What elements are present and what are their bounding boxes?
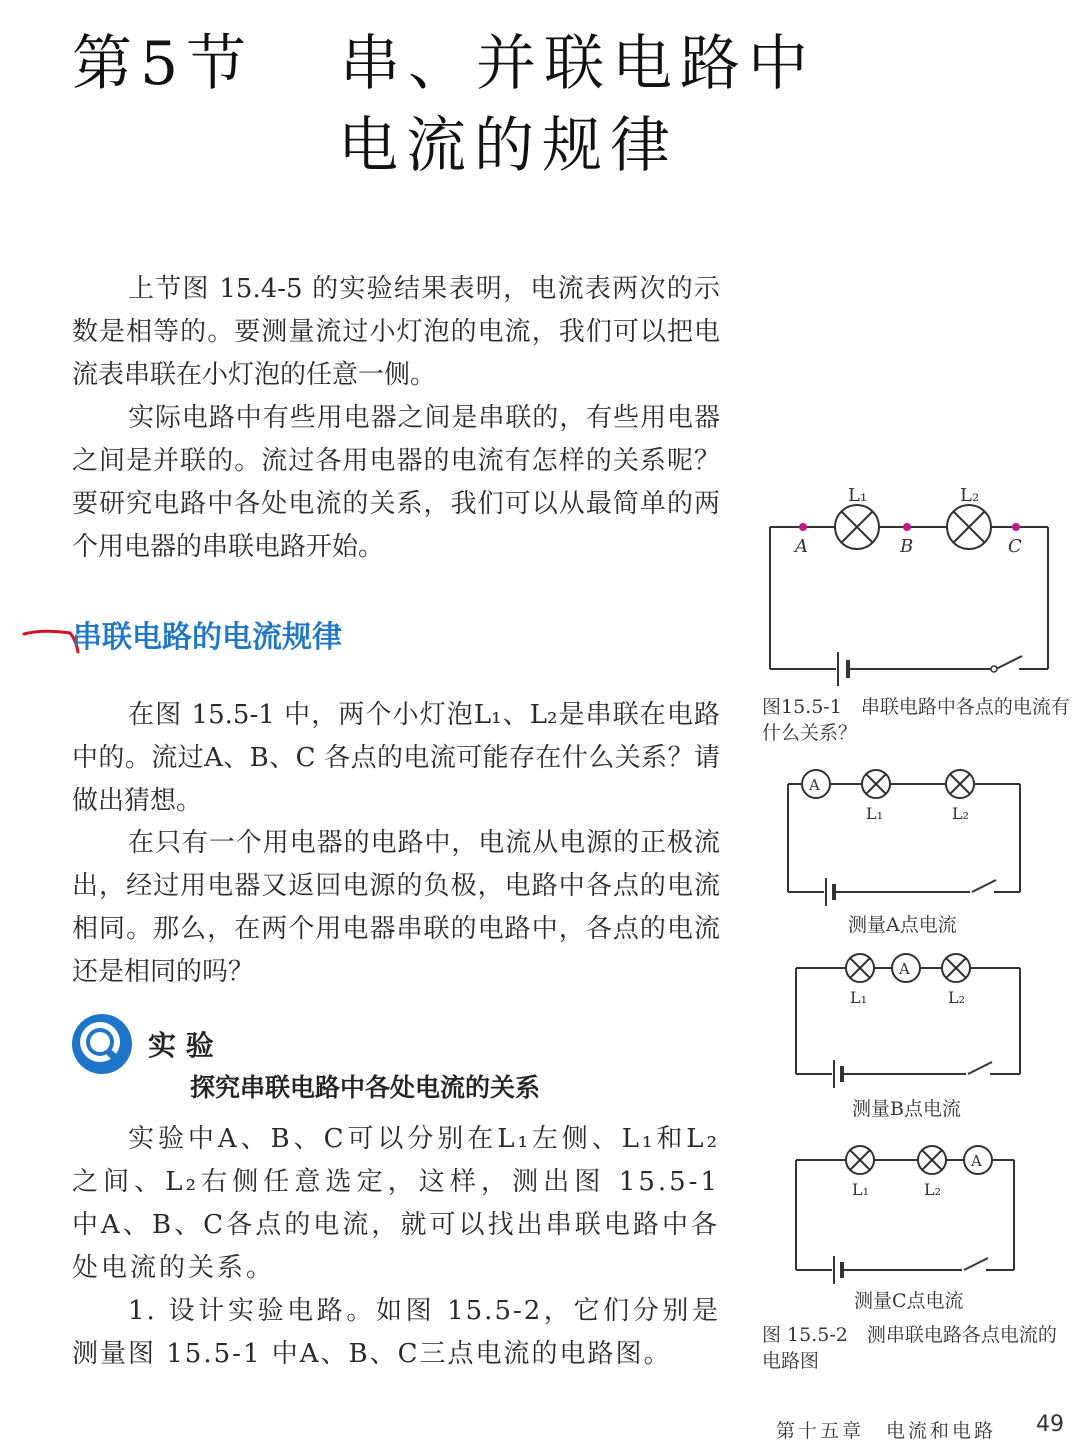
experiment-paragraph-1: 实验中A、B、C可以分别在L₁左侧、L₁和L₂之间、L₂右侧任意选定，这样，测出图 15.5-1 中A、B、C各点的电流，就可以找出串联电路中各处电流的关系。 xyxy=(72,1124,720,1283)
section-number: 第5节 xyxy=(72,29,255,99)
figure-measure-c-circuit xyxy=(786,1142,1026,1288)
measure-c-caption: 测量C点电流 xyxy=(854,1290,964,1312)
lamp-l2-label: L₂ xyxy=(960,485,980,506)
figure-measure-a-circuit xyxy=(780,764,1030,909)
ammeter-symbol: A xyxy=(899,960,910,978)
lamp-l1-label: L₁ xyxy=(852,1180,870,1199)
point-c-label: C xyxy=(1008,536,1022,557)
measure-a-caption: 测量A点电流 xyxy=(848,914,957,936)
experiment-paragraph-2: 1. 设计实验电路。如图 15.5-2，它们分别是测量图 15.5-1 中A、B、C三点电流的电路图。 xyxy=(72,1296,720,1369)
lamp-l1-label: L₁ xyxy=(848,485,868,506)
figure-2-caption: 图 15.5-2 测串联电路各点电流的电路图 xyxy=(762,1324,1057,1372)
figure-1-caption: 图15.5-1 串联电路中各点的电流有什么关系？ xyxy=(762,696,1070,744)
lamp-l2-label: L₂ xyxy=(924,1180,942,1199)
lamp-l1-label: L₁ xyxy=(866,804,884,823)
experiment-title: 探究串联电路中各处电流的关系 xyxy=(190,1073,541,1102)
section-paragraph-2: 在只有一个用电器的电路中，电流从电源的正极流出，经过用电器又返回电源的负极，电路中各点的电流相同。那么，在两个用电器串联的电路中，各点的电流还是相同的吗？ xyxy=(72,828,720,987)
point-a-label: A xyxy=(795,536,808,557)
point-a-dot xyxy=(799,523,807,531)
lamp-l2-label: L₂ xyxy=(948,988,966,1007)
point-b-label: B xyxy=(900,536,914,557)
measure-b-caption: 测量B点电流 xyxy=(852,1098,961,1120)
section-heading: 串联电路的电流规律 xyxy=(72,620,342,655)
experiment-label: 实 验 xyxy=(148,1029,214,1062)
point-b-dot xyxy=(903,523,911,531)
page-number: 49 xyxy=(1036,1412,1064,1437)
intro-paragraph-1: 上节图 15.4-5 的实验结果表明，电流表两次的示数是相等的。要测量流过小灯泡的电流，我们可以把电流表串联在小灯泡的任意一侧。 xyxy=(72,274,720,390)
page-title-line1: 串、并联电路中 xyxy=(340,29,816,99)
figure-measure-b-circuit xyxy=(788,950,1028,1092)
ammeter-symbol: A xyxy=(971,1152,982,1170)
ammeter-symbol: A xyxy=(809,776,820,794)
point-c-dot xyxy=(1012,523,1020,531)
intro-paragraph-2: 实际电路中有些用电器之间是串联的，有些用电器之间是并联的。流过各用电器的电流有怎样的关系呢？要研究电路中各处电流的关系，我们可以从最简单的两个用电器的串联电路开始。 xyxy=(72,403,720,562)
lamp-l2-label: L₂ xyxy=(952,804,970,823)
section-paragraph-1: 在图 15.5-1 中，两个小灯泡L₁、L₂是串联在电路中的。流过A、B、C 各点的电流可能存在什么关系？请做出猜想。 xyxy=(72,700,720,816)
lamp-l1-label: L₁ xyxy=(850,988,868,1007)
experiment-magnifier-icon xyxy=(70,1012,134,1076)
figure-series-circuit xyxy=(760,480,1070,690)
chapter-footer: 第十五章 电流和电路 xyxy=(776,1420,997,1442)
page-title-line2: 电流的规律 xyxy=(338,111,678,181)
